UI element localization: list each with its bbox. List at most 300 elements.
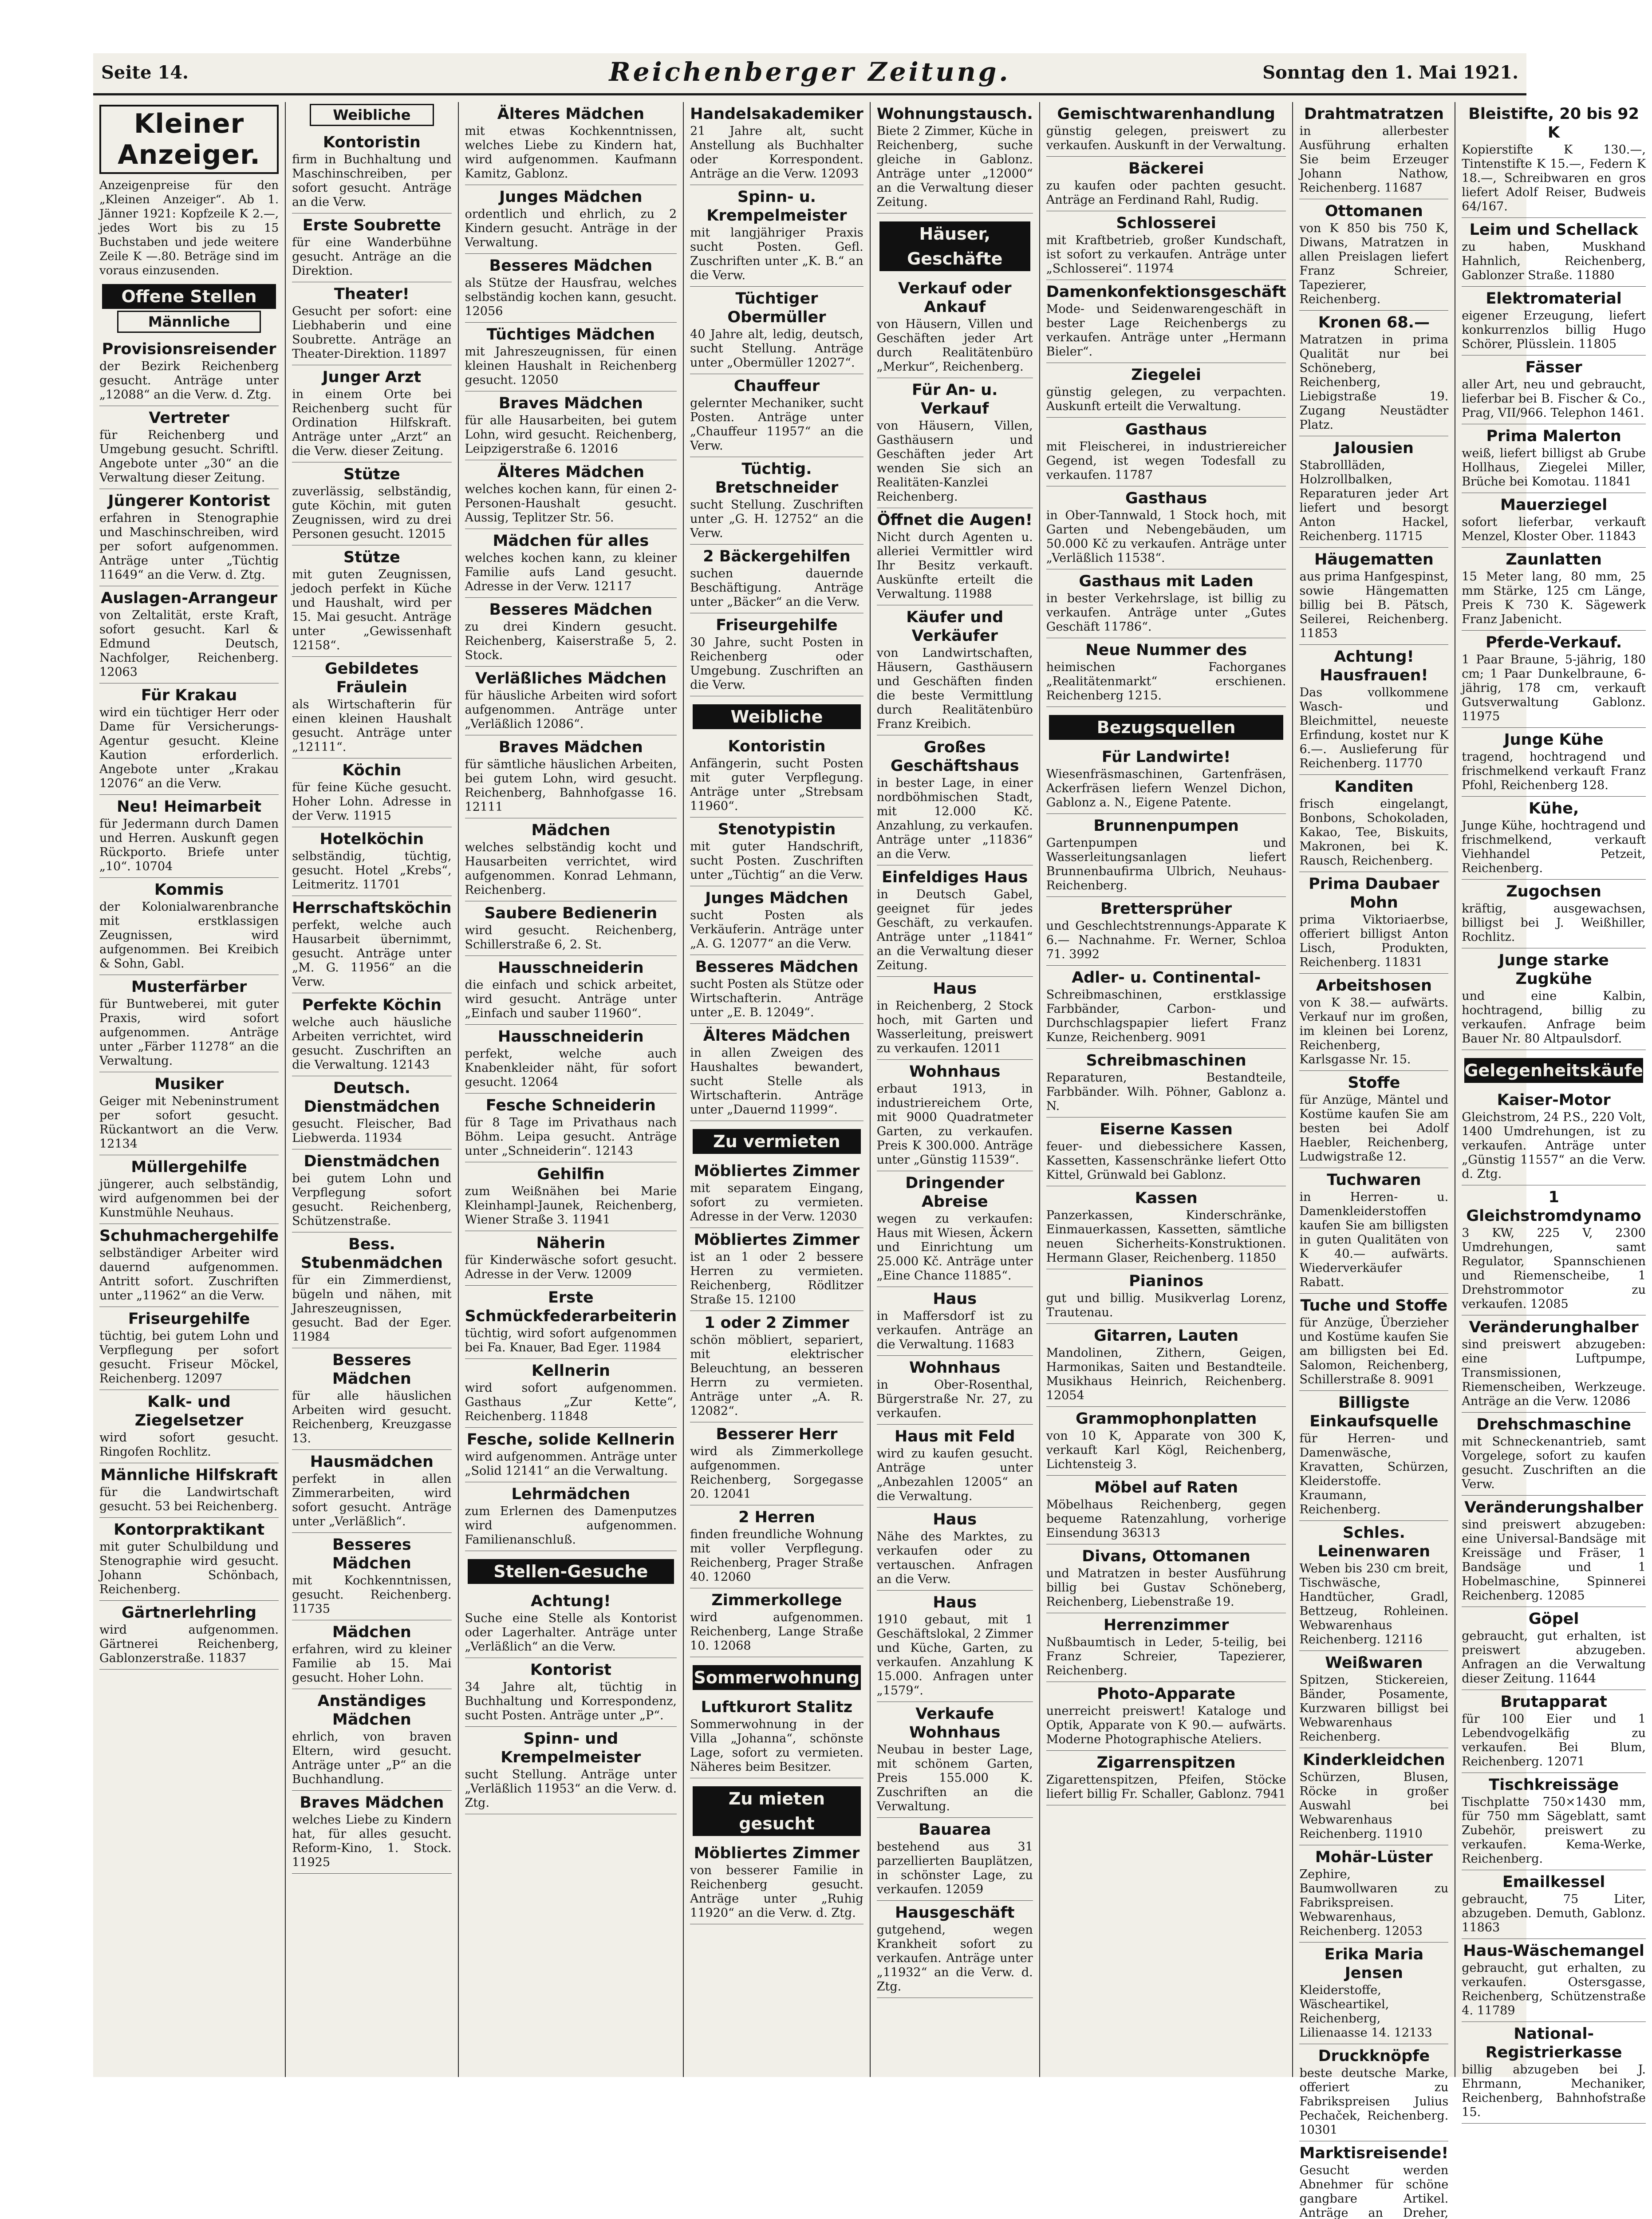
ad-title: Verkauf oder Ankauf	[898, 280, 1012, 316]
classified-ad	[1299, 1748, 1448, 1845]
classified-ad	[1462, 355, 1646, 424]
classified-ad	[690, 287, 863, 374]
ad-title: Leim und Schellack	[1469, 221, 1638, 239]
classified-ad	[292, 657, 451, 758]
classified-ad	[1462, 797, 1646, 880]
ad-title: Hausgeschäft	[895, 1904, 1015, 1922]
ad-text: perfekt in allen Zimmerarbeiten, wird sofort gesucht. Anträge unter „Verläßlich“.	[292, 1472, 452, 1528]
classified-ad	[1046, 569, 1286, 638]
ad-title: Druckknöpfe	[1318, 2047, 1430, 2065]
classified-ad	[292, 993, 451, 1076]
ad-title: Mädchen für alles	[493, 532, 649, 550]
classified-ad	[465, 1094, 677, 1162]
newspaper-title: Reichenberger Zeitung.	[609, 57, 1011, 87]
ad-title: Schuhmachergehilfe	[99, 1227, 279, 1245]
ad-title: Gasthaus	[1125, 421, 1207, 438]
ad-text: Mode- und Seidenwarengeschäft in bester Lage Reichenbergs zu verkaufen. Anträge unter „Hermann Bieler“.	[1046, 302, 1286, 359]
ad-text: Schürzen, Blusen, Röcke in großer Auswahl bei Webwarenhaus Reichenberg. 11910	[1299, 1770, 1449, 1841]
ad-text: Reparaturen, Bestandteile, Farbbänder. Wilh. Pöhner, Gablonz a. N.	[1046, 1071, 1286, 1113]
ad-title: Friseurgehilfe	[128, 1310, 250, 1328]
ad-title: Zaunlatten	[1506, 551, 1602, 569]
ad-title: Brettersprüher	[1100, 900, 1232, 918]
classified-ad	[690, 1695, 863, 1778]
ad-title: Besseres Mädchen	[332, 1351, 411, 1388]
classified-ad	[1046, 211, 1286, 280]
classified-ad	[1462, 1315, 1646, 1413]
classified-ad	[99, 878, 279, 975]
ad-text: Panzerkassen, Kinderschränke, Einmauerkassen, Kassetten, sämtliche neuen Sicherheits-Konstruktionen. Hermann Glaser, Reichenberg. 11850	[1046, 1208, 1286, 1265]
ad-text: bestehend aus 31 parzellierten Bauplätzen, in schönster Lage, zu verkaufen. 12059	[876, 1840, 1033, 1896]
classified-ad	[465, 1162, 677, 1231]
ad-title: Dienstmädchen	[304, 1153, 440, 1170]
ad-text: der Bezirk Reichenberg gesucht. Anträge unter „12088“ an die Verw. d. Ztg.	[99, 359, 279, 402]
classified-ad	[877, 1287, 1033, 1356]
classified-ad	[99, 1307, 279, 1390]
ad-title: Auslagen-Arrangeur	[101, 589, 277, 607]
classified-ad	[465, 1658, 677, 1727]
classified-ad	[292, 545, 451, 657]
column-5	[870, 102, 1039, 2077]
ad-title: Schreibmaschinen	[1086, 1052, 1246, 1070]
classified-ad	[465, 529, 677, 598]
ad-text: 34 Jahre alt, tüchtig in Buchhaltung und Korrespondenz, sucht Posten. Anträge unter „P“.	[465, 1680, 677, 1722]
classified-ad	[690, 102, 863, 185]
ad-title: Damenkonfektionsgeschäft	[1046, 283, 1286, 301]
ad-title: Neu! Heimarbeit	[117, 798, 262, 816]
classified-ad	[1046, 1613, 1286, 1682]
ad-text: für häusliche Arbeiten wird sofort aufgenommen. Anträge unter „Verläßlich 12086“.	[465, 689, 677, 731]
page-number: Seite 14.	[101, 62, 189, 83]
ad-title: Junge Kühe	[1504, 731, 1604, 749]
ad-text: zu haben, Muskhand Hahnlich, Reichenberg, Gablonzer Straße. 11880	[1462, 240, 1646, 282]
ad-text: mit Jahreszeugnissen, für einen kleinen Haushalt in Reichenberg gesucht. 12050	[465, 345, 677, 387]
ad-title: Brutapparat	[1500, 1693, 1607, 1711]
classified-ad	[465, 102, 677, 185]
ad-title: Musiker	[154, 1075, 224, 1093]
ad-text: Gesucht per sofort: eine Liebhaberin und eine Soubrette. Anträge an Theater-Direktion. 11897	[292, 304, 452, 361]
ad-text: mit langjähriger Praxis sucht Posten. Gefl. Zuschriften unter „K. B.“ an die Verw.	[690, 226, 863, 282]
classified-ad	[1046, 363, 1286, 418]
ad-text: selbständiger Arbeiter wird dauernd aufgenommen. Antritt sofort. Zuschriften unter „11962“ an die Verw.	[99, 1246, 279, 1303]
ad-title: Fesche Schneiderin	[485, 1097, 656, 1114]
ad-title: Stoffe	[1348, 1074, 1400, 1092]
classified-ad	[690, 1505, 863, 1588]
ad-title: Zigarrenspitzen	[1096, 1754, 1236, 1772]
classified-ad	[292, 1689, 451, 1791]
ad-title: Müllergehilfe	[131, 1158, 247, 1176]
ad-title: Besseres Mädchen	[489, 601, 653, 619]
ad-text: mit Kraftbetrieb, großer Kundschaft, ist sofort zu verkaufen. Anträge unter „Schlosserei“. 11974	[1046, 233, 1286, 276]
ad-title: Vertreter	[149, 409, 229, 427]
ad-text: mit Schneckenantrieb, samt Vorgelege, sofort zu kaufen gesucht. Zuschriften an die Verw.	[1462, 1435, 1646, 1491]
ad-text: gebraucht, 75 Liter, abzugeben. Demuth, Gablonz. 11863	[1462, 1892, 1646, 1935]
ad-text: in Ober-Rosenthal, Bürgerstraße Nr. 27, zu verkaufen.	[876, 1378, 1033, 1420]
ad-title: Haus	[933, 980, 977, 998]
ad-list	[690, 102, 863, 1924]
ad-text: sind preiswert abzugeben: eine Universal-Bandsäge mit Kreissäge und Fräser, 1 Bandsäge und 1 Hobelmaschine, Spinnerei Reichenberg. 12085	[1462, 1518, 1646, 1603]
ad-title: Mohär-Lüster	[1315, 1848, 1433, 1866]
ad-list	[877, 102, 1033, 1998]
ad-title: Neue Nummer des	[1085, 641, 1247, 659]
classified-ad	[690, 734, 863, 817]
ad-list	[465, 102, 677, 1814]
ad-text: für Kinderwäsche sofort gesucht. Adresse in der Verw. 12009	[465, 1253, 677, 1281]
ad-text: 21 Jahre alt, sucht Anstellung als Buchhalter oder Korrespondent. Anträge an die Verw. 12093	[690, 124, 863, 181]
classified-ad	[877, 1171, 1033, 1287]
ad-text: unerreicht preiswert! Kataloge und Optik, Apparate von K 90.— aufwärts. Moderne Photographische Ateliers.	[1046, 1704, 1286, 1746]
ad-text: 1 Paar Braune, 5-jährig, 180 cm; 1 Paar Dunkelbraune, 6-jährig, 178 cm, verkauft Gutsverwaltung Gablonz. 11975	[1462, 653, 1646, 723]
ad-title: Haus	[933, 1290, 977, 1308]
classified-ad	[1299, 1391, 1448, 1521]
ad-text: firm in Buchhaltung und Maschinschreiben, per sofort gesucht. Anträge an die Verw.	[292, 153, 452, 209]
ad-title: Haus-Wäschemangel	[1463, 1942, 1644, 1960]
ad-text: Neubau in bester Lage, mit schönem Garten, Preis 155.000 K. Zuschriften an die Verwaltung.	[876, 1743, 1033, 1813]
ad-text: tragend, hochtragend und frischmelkend verkauft Franz Pfohl, Reichenberg 128.	[1462, 750, 1646, 792]
classified-ad	[877, 213, 1033, 276]
classified-ad	[1462, 1088, 1646, 1185]
classified-ad	[1462, 548, 1646, 631]
ad-text: sofort lieferbar, verkauft Menzel, Kloster Ober. 11843	[1462, 515, 1646, 543]
ad-text: aller Art, neu und gebraucht, lieferbar bei B. Fischer & Co., Prag, VII/966. Telephon 1461.	[1462, 378, 1646, 420]
ad-text: tüchtig, bei gutem Lohn und Verpflegung per sofort gesucht. Friseur Möckel, Reichenberg. 12097	[99, 1329, 279, 1386]
ad-title: Veränderunghalber	[1469, 1319, 1639, 1336]
ad-title: Achtung! Hausfrauen!	[1320, 648, 1428, 684]
ad-text: in bester Verkehrslage, ist billig zu verkaufen. Anträge unter „Gutes Geschäft 11786“.	[1046, 592, 1286, 634]
classified-ad	[465, 956, 677, 1025]
ad-text: von Häusern, Villen, Gasthäusern und Geschäften jeder Art wenden Sie sich an Realitäten-Kanzlei Reichenberg.	[876, 419, 1033, 504]
ad-text: wird sofort gesucht. Ringofen Rochlitz.	[99, 1431, 279, 1459]
ad-title: Bess. Stubenmädchen	[300, 1236, 443, 1272]
classified-ad	[877, 508, 1033, 605]
ad-text: Gesucht werden Abnehmer für schöne gangbare Artikel. Anträge an Dreher,	[1299, 2164, 1449, 2219]
ad-text: billig abzugeben bei J. Ehrmann, Mechaniker, Reichenberg, Bahnhofstraße 15.	[1462, 2063, 1646, 2119]
ad-title: Stenotypistin	[718, 821, 836, 838]
ad-text: gelernter Mechaniker, sucht Posten. Anträge unter „Chauffeur 11957“ an die Verw.	[690, 396, 863, 453]
classified-ad	[465, 1359, 677, 1428]
classified-ad	[1299, 1071, 1448, 1168]
classified-ad	[292, 1450, 451, 1533]
ad-title: Friseurgehilfe	[716, 616, 838, 634]
ad-text: gut und billig. Musikverlag Lorenz, Trautenau.	[1046, 1291, 1286, 1319]
ad-title: Stütze	[343, 549, 400, 566]
ad-title: 2 Bäckergehilfen	[703, 548, 851, 565]
ad-list	[1046, 102, 1286, 1805]
ad-text: suchen dauernde Beschäftigung. Anträge unter „Bäcker“ an die Verw.	[690, 567, 863, 609]
section-heading: Gelegenheitskäufe	[1464, 1058, 1643, 1083]
ad-title: Gemischtwarenhandlung	[1057, 105, 1275, 123]
classified-ad	[1046, 157, 1286, 211]
ad-list	[99, 337, 279, 1670]
ad-text: welches Liebe zu Kindern hat, für alles gesucht. Reform-Kino, 1. Stock. 11925	[292, 1813, 452, 1869]
ad-text: welches kochen kann, zu kleiner Familie aufs Land gesucht. Adresse in der Verw. 12117	[465, 551, 677, 593]
ad-text: Schreibmaschinen, erstklassige Farbbänder, Carbon- und Durchschlagspapier liefert Franz Kunze, Reichenberg. 9091	[1046, 988, 1286, 1044]
ad-title: Brunnenpumpen	[1093, 817, 1239, 835]
column-1	[93, 102, 285, 2077]
classified-ad	[292, 282, 451, 365]
ad-text: erfahren in Stenographie und Maschinschreiben, wird per sofort aufgenommen. Anträge unter „Tüchtig 11649“ an die Verw. d. Ztg.	[99, 511, 279, 582]
ad-title: Älteres Mädchen	[703, 1027, 851, 1045]
ad-title: Einfeldiges Haus	[882, 869, 1028, 886]
ad-text: sucht Stellung. Anträge unter „Verläßlich 11953“ an die Verw. d. Ztg.	[465, 1768, 677, 1810]
classified-ad	[1046, 1407, 1286, 1476]
classified-ad	[292, 1533, 451, 1620]
ad-title: Erika Maria Jensen	[1324, 1946, 1424, 1982]
ad-text: frisch eingelangt, Bonbons, Schokoladen, Kakao, Tee, Biskuits, Makronen, bei K. Rausch, Reichenberg.	[1299, 797, 1449, 868]
ad-text: Matratzen in prima Qualität nur bei Schöneberg, Reichenberg, Liebigstraße 19. Zugang Neustädter Platz.	[1299, 333, 1449, 432]
classified-ad	[99, 337, 279, 406]
classified-ad	[1462, 218, 1646, 287]
classified-ad	[292, 213, 451, 282]
ad-title: Grammophonplatten	[1075, 1410, 1257, 1428]
ad-text: für 8 Tage im Privathaus nach Böhm. Leipa gesucht. Anträge unter „Schneiderin“. 12143	[465, 1116, 677, 1158]
ad-title: Kinderkleidchen	[1303, 1751, 1445, 1769]
ad-title: Fesche, solide Kellnerin	[466, 1431, 675, 1449]
ad-title: Besserer Herr	[716, 1425, 838, 1443]
classified-ad	[292, 365, 451, 462]
classified-ad	[1046, 1324, 1286, 1407]
ad-title: Zugochsen	[1506, 883, 1601, 900]
columns	[93, 102, 1646, 2219]
classified-ad	[465, 254, 677, 323]
classified-ad	[690, 613, 863, 696]
classified-ad	[1046, 966, 1286, 1049]
running-head	[93, 53, 1526, 95]
ad-title: Haus mit Feld	[894, 1428, 1015, 1445]
ad-text: Stabrollläden, Holzrollbalken, Reparaturen jeder Art liefert und besorgt Anton Hackel, Reichenberg. 11715	[1299, 458, 1449, 543]
classified-ad	[690, 1422, 863, 1505]
ad-text: die einfach und schick arbeitet, wird gesucht. Anträge unter „Einfach und sauber 11960“.	[465, 978, 677, 1020]
ad-text: perfekt, welche auch Hausarbeit übernimmt, gesucht. Anträge unter „M. G. 11956“ an die Verw.	[292, 918, 452, 989]
ad-text: als Stütze der Hausfrau, welches selbständig kochen kann, gesucht. 12056	[465, 276, 677, 318]
classified-ad	[465, 391, 677, 460]
ad-text: mit guten Zeugnissen, jedoch perfekt in Küche und Haushalt, wird per 15. Mai gesucht. Anträge unter „Gewissenhaft 12158“.	[292, 568, 452, 652]
ad-title: Adler- u. Continental-	[1072, 969, 1261, 987]
ad-text: bei gutem Lohn und Verpflegung sofort gesucht. Reichenberg, Schützenstraße.	[292, 1172, 452, 1228]
ad-title: Saubere Bedienerin	[484, 904, 658, 922]
ad-text: mit etwas Kochkenntnissen, welches Liebe zu Kindern hat, wird aufgenommen. Kaufmann Kamitz, Gablonz.	[465, 124, 677, 181]
ad-text: 30 Jahre, sucht Posten in Reichenberg oder Umgebung. Zuschriften an die Verw.	[690, 636, 863, 692]
classified-ad	[877, 276, 1033, 378]
ad-title: Besseres Mädchen	[695, 958, 859, 976]
ad-title: Pferde-Verkauf.	[1485, 634, 1622, 651]
ad-text: von Häusern, Villen und Geschäften jeder Art durch Realitätenbüro „Merkur“, Reichenberg.	[876, 317, 1033, 374]
classified-ad	[877, 1060, 1033, 1171]
ad-text: Nähe des Marktes, zu verkaufen oder zu vertauschen. Anfragen an die Verw.	[876, 1530, 1033, 1586]
ad-title: Drehschmaschine	[1476, 1416, 1631, 1433]
ad-text: Junge Kühe, hochtragend und frischmelkend, verkauft Viehhandel Petzeit, Reichenberg.	[1462, 819, 1646, 875]
ad-title: Öffnet die Augen!	[877, 511, 1033, 529]
ad-title: Näherin	[536, 1234, 606, 1252]
ad-title: Männliche Hilfskraft	[100, 1466, 278, 1484]
classified-ad	[292, 1620, 451, 1689]
ad-title: Dringender Abreise	[905, 1174, 1005, 1211]
ad-title: Kontorpraktikant	[114, 1521, 265, 1539]
ad-text: 40 Jahre alt, ledig, deutsch, sucht Stellung. Anträge unter „Obermüller 12027“.	[690, 328, 863, 370]
classified-ad	[1299, 1168, 1448, 1294]
ad-title: Göpel	[1528, 1610, 1579, 1628]
subsection-heading: Weibliche	[310, 104, 434, 126]
classified-ad	[1046, 486, 1286, 569]
ad-text: ordentlich und ehrlich, zu 2 Kindern gesucht. Anträge in der Verwaltung.	[465, 207, 677, 249]
classified-ad	[690, 1121, 863, 1159]
ad-text: feuer- und diebessichere Kassen, Kassetten, Kassenschränke liefert Otto Kittel, Grünwald bei Gablonz.	[1046, 1140, 1286, 1182]
classified-ad	[1299, 1651, 1448, 1748]
classified-ad	[99, 1601, 279, 1670]
ad-text: Kleiderstoffe, Wäscheartikel, Reichenberg, Lilienaasse 14. 12133	[1299, 1983, 1432, 2040]
ad-text: sucht Posten als Verkäuferin. Anträge unter „A. G. 12077“ an die Verw.	[690, 908, 863, 951]
classified-ad	[1299, 645, 1448, 775]
section-heading: Bezugsquellen	[1049, 715, 1284, 740]
ad-text: Zephire, Baumwollwaren zu Fabrikspreisen. Webwarenhaus, Reichenberg. 12053	[1299, 1868, 1449, 1938]
ad-title: Mauerziegel	[1500, 496, 1608, 514]
ad-title: Mädchen	[332, 1623, 411, 1641]
column-6	[1039, 102, 1293, 2077]
ad-text: von K 850 bis 750 K, Diwans, Matratzen in allen Preislagen liefert Franz Schreier, Tapezierer, Reichenberg.	[1299, 221, 1449, 306]
classified-ad	[877, 1702, 1033, 1818]
ad-title: Gitarren, Lauten	[1094, 1327, 1239, 1345]
ad-title: Kontoristin	[728, 738, 826, 755]
ad-title: Kaiser-Motor	[1497, 1091, 1611, 1109]
ad-title: Junge starke Zugkühe	[1498, 952, 1609, 988]
ad-text: ehrlich, von braven Eltern, wird gesucht. Anträge unter „P“ an die Buchhandlung.	[292, 1730, 452, 1786]
ad-text: Kopierstifte K 130.—, Tintenstifte K 15.—, Federn K 18.—, Schreibwaren en gros liefert Adolf Reiser, Budweis 64/167.	[1462, 143, 1646, 213]
classified-ad	[99, 1155, 279, 1224]
classified-ad	[465, 667, 677, 735]
ad-title: Photo-Apparate	[1097, 1685, 1236, 1703]
ad-text: schön möbliert, separiert, mit elektrischer Beleuchtung, an besseren Herrn zu vermieten. Anträge unter „A. R. 12082“.	[690, 1333, 863, 1418]
classified-ad	[292, 1232, 451, 1348]
ad-title: Besseres Mädchen	[332, 1536, 411, 1572]
ad-text: sucht Posten als Stütze oder Wirtschafterin. Anträge unter „E. B. 12049“.	[690, 977, 863, 1019]
ad-text: finden freundliche Wohnung mit voller Verpflegung. Reichenberg, Prager Straße 40. 12060	[690, 1528, 863, 1584]
ad-text: in allerbester Ausführung erhalten Sie beim Erzeuger Johann Nathow, Reichenberg. 11687	[1299, 124, 1449, 195]
ad-title: Erste Soubrette	[302, 217, 441, 234]
classified-ad	[292, 462, 451, 545]
classified-ad	[1299, 1943, 1448, 2044]
issue-date: Sonntag den 1. Mai 1921.	[1262, 62, 1518, 83]
classified-ad	[1046, 1476, 1286, 1544]
ad-title: Tuche und Stoffe	[1300, 1297, 1448, 1315]
classified-ad	[877, 605, 1033, 735]
ad-text: kräftig, ausgewachsen, billigst bei J. Weißhiller, Rochlitz.	[1462, 902, 1646, 944]
ad-text: für Anzüge, Überzieher und Kostüme kaufen Sie am billigsten bei Ed. Salomon, Reichenberg, Schillerstraße 8. 9091	[1299, 1316, 1449, 1386]
ad-text: erfahren, wird zu kleiner Familie ab 15. Mai gesucht. Hoher Lohn.	[292, 1643, 452, 1685]
classified-ad	[465, 735, 677, 818]
ad-text: günstig gelegen, preiswert zu verkaufen. Auskunft in der Verwaltung.	[1046, 124, 1286, 152]
ad-text: wird aufgenommen. Anträge unter „Solid 12141“ an die Verwaltung.	[465, 1450, 677, 1478]
ad-title: Gasthaus	[1125, 490, 1207, 507]
classified-ad	[1462, 1496, 1646, 1607]
classified-ad	[465, 185, 677, 254]
classified-ad	[99, 489, 279, 586]
ad-title: Älteres Mädchen	[497, 105, 645, 123]
classified-ad	[1046, 1049, 1286, 1117]
ad-text: zu drei Kindern gesucht. Reichenberg, Kaiserstraße 5, 2. Stock.	[465, 620, 677, 662]
classified-ad	[1046, 1751, 1286, 1805]
classified-ad	[1462, 102, 1646, 218]
classified-ad	[1046, 745, 1286, 814]
classified-ad	[465, 1231, 677, 1286]
section-heading: Häuser, Geschäfte	[879, 221, 1030, 271]
ad-title: Herrschaftsköchin	[292, 899, 452, 917]
ad-title: Theater!	[334, 285, 410, 303]
subsection-heading: Männliche	[117, 311, 261, 333]
ad-title: Möbliertes Zimmer	[694, 1844, 860, 1862]
classified-ad	[1046, 1269, 1286, 1324]
ad-title: Herrenzimmer	[1103, 1616, 1229, 1634]
ad-text: günstig gelegen, zu verpachten. Auskunft erteilt die Verwaltung.	[1046, 385, 1286, 413]
ad-title: Haus	[933, 1594, 977, 1611]
classified-ad	[690, 1588, 863, 1657]
classified-ad	[1046, 638, 1286, 707]
classified-ad	[292, 1076, 451, 1149]
classified-ad	[292, 758, 451, 827]
ad-text: mit guter Handschrift, sucht Posten. Zuschriften unter „Tüchtig“ an die Verw.	[690, 840, 863, 882]
ad-text: für feine Küche gesucht. Hoher Lohn. Adresse in der Verw. 11915	[292, 781, 452, 823]
classified-ad	[877, 1591, 1033, 1702]
classified-ad	[877, 1508, 1033, 1591]
classified-ad	[292, 1149, 451, 1232]
classified-ad	[99, 1390, 279, 1463]
classified-ad	[690, 374, 863, 457]
classified-ad	[292, 1791, 451, 1874]
ad-text: selbständig, tüchtig, gesucht. Hotel „Krebs“, Leitmeritz. 11701	[292, 849, 452, 892]
ad-title: Arbeitshosen	[1316, 977, 1432, 995]
ad-title: Kronen 68.—	[1318, 314, 1430, 332]
ad-text: gutgehend, wegen Krankheit sofort zu verkaufen. Anträge unter „11932“ an die Verw. d. Ztg.	[876, 1923, 1033, 1994]
column-2	[285, 102, 457, 2077]
ad-text: und Matratzen in bester Ausführung billig bei Gustav Schöneberg, Reichenberg, Liebenstraße 19.	[1046, 1567, 1286, 1609]
classified-ad	[877, 102, 1033, 213]
ad-text: in Ober-Tannwald, 1 Stock hoch, mit Garten und Nebengebäuden, um 50.000 Kč zu verkaufen. Anträge unter „Verläßlich 11538“.	[1046, 509, 1286, 565]
classified-ad	[1462, 1939, 1646, 2022]
ad-title: Tischkreissäge	[1489, 1776, 1619, 1794]
ad-text: welche auch häusliche Arbeiten verrichtet, wird gesucht. Zuschriften an die Verwaltung. 12143	[292, 1015, 452, 1072]
ad-text: weiß, liefert billigst ab Grube Hollhaus, Ziegelei Miller, Brüche bei Komotau. 11841	[1462, 446, 1646, 489]
ad-text: in einem Orte bei Reichenberg sucht für Ordination Hilfskraft. Anträge unter „Arzt“ an die Verw. dieser Zeitung.	[292, 387, 452, 458]
ad-title: Erste Schmückfederarbeiterin	[465, 1289, 677, 1325]
classified-ad	[465, 1428, 677, 1482]
ad-title: Lehrmädchen	[511, 1485, 631, 1503]
classified-ad	[690, 817, 863, 886]
ad-title: Hausschneiderin	[497, 1028, 644, 1046]
ad-title: Großes Geschäftshaus	[890, 738, 1019, 775]
ad-title: Für Landwirte!	[1101, 748, 1231, 766]
ad-title: Spinn- und Krempelmeister	[501, 1730, 641, 1766]
classified-ad	[1462, 1607, 1646, 1690]
classified-ad	[877, 1425, 1033, 1508]
ad-title: Köchin	[342, 762, 402, 779]
ad-text: Tischplatte 750×1430 mm, für 750 mm Sägeblatt, samt Zubehör, preiswert zu verkaufen. Kema-Werke, Reichenberg.	[1462, 1795, 1646, 1866]
ad-text: 15 Meter lang, 80 mm, 25 mm Stärke, 125 cm Länge, Preis K 730 K. Sägewerk Franz Jabenicht.	[1462, 570, 1646, 626]
classified-ad	[1046, 707, 1286, 745]
ad-title: Pianinos	[1129, 1272, 1204, 1290]
ad-title: Haus	[933, 1511, 977, 1528]
ad-title: Verkaufe Wohnhaus	[909, 1705, 1001, 1741]
ad-title: Handelsakademiker	[690, 105, 863, 123]
section-heading: Sommerwohnung	[693, 1665, 861, 1690]
classified-ad	[690, 1841, 863, 1924]
classified-ad	[99, 975, 279, 1072]
classified-ad	[1462, 1050, 1646, 1088]
classified-ad	[877, 1356, 1033, 1425]
ad-title: Braves Mädchen	[498, 395, 643, 412]
classified-ad	[1462, 631, 1646, 728]
section-heading: Weibliche	[693, 704, 861, 729]
ad-text: wird aufgenommen. Gärtnerei Reichenberg, Gablonzerstraße. 11837	[99, 1623, 279, 1665]
ad-text: für eine Wanderbühne gesucht. Anträge an die Direktion.	[292, 236, 452, 278]
classified-ad	[1299, 2044, 1448, 2141]
